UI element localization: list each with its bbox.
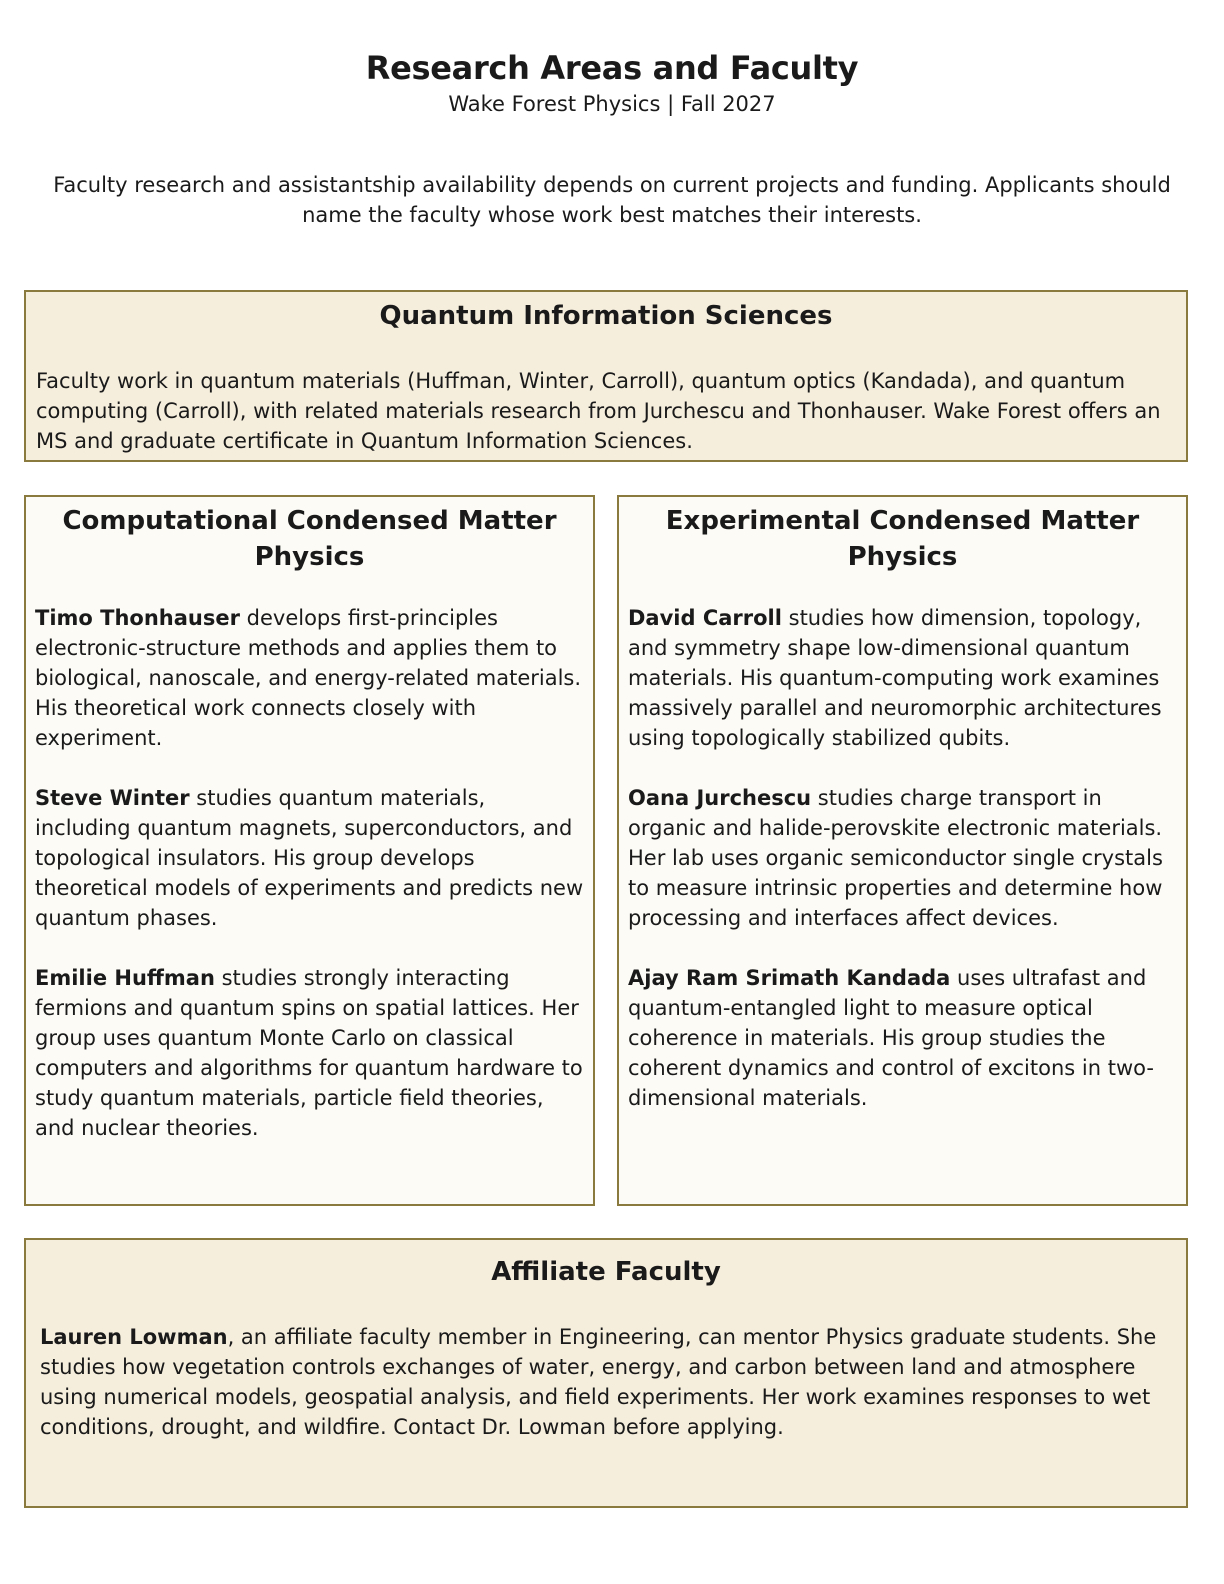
faculty-name: Oana Jurchescu [628,786,812,810]
affiliate-section [24,1238,1188,1508]
page-title: Research Areas and Faculty [365,49,859,87]
faculty-description: develops first-principles electronic-structure methods and applies them to biological, nanoscale, and energy-related materials. His theoretical work connects closely with experiment. [35,606,582,750]
faculty-entry [35,783,584,933]
qis-title: Quantum Information Sciences [379,301,833,331]
affiliate-entry [40,1322,1172,1442]
faculty-entry [628,963,1177,1113]
faculty-entry [35,963,584,1143]
faculty-entry [628,603,1177,753]
faculty-description: studies charge transport in organic and halide-perovskite electronic materials. Her lab uses organic semiconductor single crystals to measure intrinsic properties and determine how processing and interfaces affect devices. [628,786,1163,930]
faculty-name: Emilie Huffman [35,966,215,990]
faculty-description: studies strongly interacting fermions and quantum spins on spatial lattices. Her group uses quantum Monte Carlo on classical computers and algorithms for quantum hardware to study quantum materials, particle field theories, and nuclear theories. [35,966,583,1140]
qis-text: Faculty work in quantum materials (Huffman, Winter, Carroll), quantum optics (Kandada), and quantum computing (Carroll), with related materials research from Jurchescu and Thonhauser. Wake Forest offers an MS and graduate certificate in Quantum Information Sciences. [36,369,1161,453]
affiliate-title: Affiliate Faculty [491,1257,721,1287]
experimental-section [617,495,1188,1206]
faculty-name: Lauren Lowman [40,1325,228,1349]
faculty-name: Timo Thonhauser [35,606,240,630]
faculty-name: Ajay Ram Srimath Kandada [628,966,951,990]
page-subtitle: Wake Forest Physics | Fall 2027 [448,92,776,116]
faculty-description: studies how dimension, topology, and symmetry shape low-dimensional quantum materials. His quantum-computing work examines massively parallel and neuromorphic architectures using topologically stabilized qubits. [628,606,1162,750]
faculty-name: Steve Winter [35,786,190,810]
faculty-entry [628,783,1177,933]
faculty-name: David Carroll [628,606,782,630]
faculty-description: uses ultrafast and quantum-entangled light to measure optical coherence in materials. His group studies the coherent dynamics and control of excitons in two-dimensional materials. [628,966,1154,1110]
faculty-entry [35,603,584,753]
experimental-faculty-list [628,603,1177,1113]
computational-faculty-list [35,603,584,1143]
page-header [0,48,1224,118]
qis-section [24,290,1188,462]
computational-section [24,495,595,1206]
faculty-description: , an affiliate faculty member in Engineering, can mentor Physics graduate students. She studies how vegetation controls exchanges of water, energy, and carbon between land and atmosphere using numerical models, geospatial analysis, and field experiments. Her work examines responses to wet conditions, drought, and wildfire. Contact Dr. Lowman before applying. [40,1325,1157,1439]
experimental-title: Experimental Condensed Matter Physics [665,506,1140,572]
computational-title: Computational Condensed Matter Physics [62,506,557,572]
intro-paragraph: Faculty research and assistantship availability depends on current projects and funding. Applicants should name the faculty whose work best matches their interests. [53,173,1171,227]
faculty-description: studies quantum materials, including quantum magnets, superconductors, and topological insulators. His group develops theoretical models of experiments and predicts new quantum phases. [35,786,584,930]
